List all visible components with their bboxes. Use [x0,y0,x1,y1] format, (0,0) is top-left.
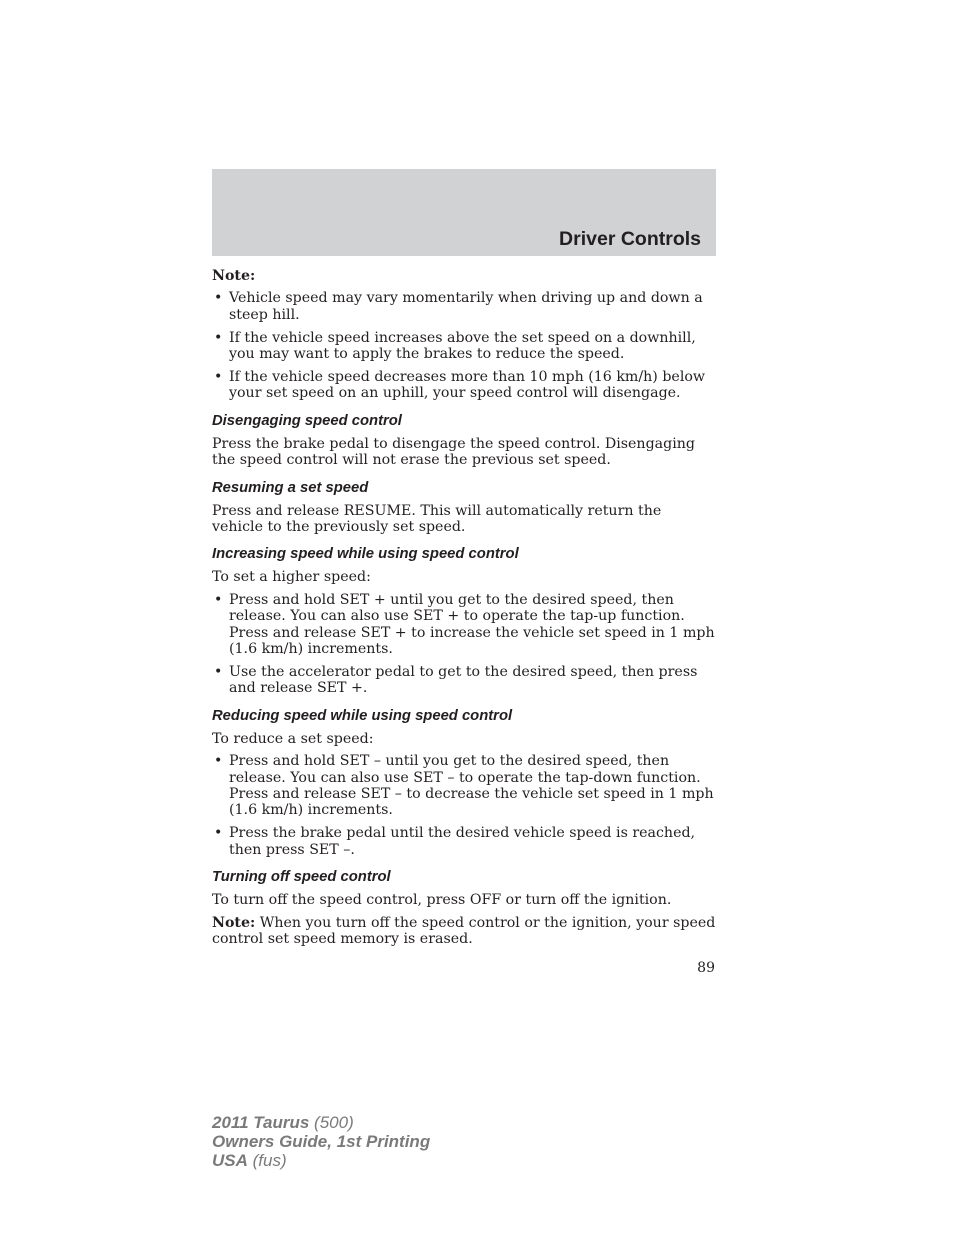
footer-region-code: (fus) [247,1151,287,1170]
subheading-resuming: Resuming a set speed [212,479,369,496]
final-note-text: When you turn off the speed control or the ignition, your speed control set speed memory is erased. [212,914,716,947]
reducing-bullet-list [212,753,716,858]
list-item: • Use the accelerator pedal to get to the desired speed, then press and release SET +. [212,664,716,697]
page-number: 89 [697,960,715,976]
subheading-turning-off: Turning off speed control [212,869,391,886]
note-label: Note: [212,268,256,284]
paragraph-resuming: Press and release RESUME. This will automatically return the vehicle to the previously set speed. [212,502,662,536]
note-bullet-list [212,290,716,401]
list-item: • Press and hold SET – until you get to the desired speed, then release. You can also use SET – to operate the tap-down function. Press and release SET – to decrease the vehicle set speed in 1 mph (1.6 km/h) increments. [212,753,716,819]
footer-model-code: (500) [309,1113,354,1132]
paragraph-disengaging: Press the brake pedal to disengage the speed control. Disengaging the speed control will not erase the previous set speed. [212,435,695,469]
subheading-increasing: Increasing speed while using speed control [212,546,519,563]
list-item: • Press and hold SET + until you get to the desired speed, then release. You can also use SET + to operate the tap-up function. Press and release SET + to increase the vehicle set speed in 1 mph (1.6 km/h) increments. [212,592,716,658]
increasing-bullet-list [212,592,716,697]
final-note [212,915,716,948]
page-content [212,268,716,953]
paragraph-reducing-intro: To reduce a set speed: [212,730,374,747]
section-header-band [212,169,716,256]
paragraph-turning-off: To turn off the speed control, press OFF or turn off the ignition. [212,892,672,909]
list-item: • Vehicle speed may vary momentarily when driving up and down a steep hill. [212,290,716,323]
list-item: • Press the brake pedal until the desired vehicle speed is reached, then press SET –. [212,825,716,858]
footer-edition-info [212,1113,430,1170]
list-item: • If the vehicle speed increases above the set speed on a downhill, you may want to apply the brakes to reduce the speed. [212,330,716,363]
footer-model: 2011 Taurus [212,1113,310,1132]
footer-model-line [212,1113,430,1132]
footer-region-line [212,1151,430,1170]
list-item: • If the vehicle speed decreases more than 10 mph (16 km/h) below your set speed on an uphill, your speed control will disengage. [212,369,716,402]
paragraph-increasing-intro: To set a higher speed: [212,569,371,586]
subheading-reducing: Reducing speed while using speed control [212,707,513,724]
footer-guide: Owners Guide, 1st Printing [212,1132,431,1151]
final-note-label: Note: [212,914,256,931]
subheading-disengaging: Disengaging speed control [212,412,402,429]
section-title: Driver Controls [559,228,701,250]
footer-region: USA [212,1151,248,1170]
